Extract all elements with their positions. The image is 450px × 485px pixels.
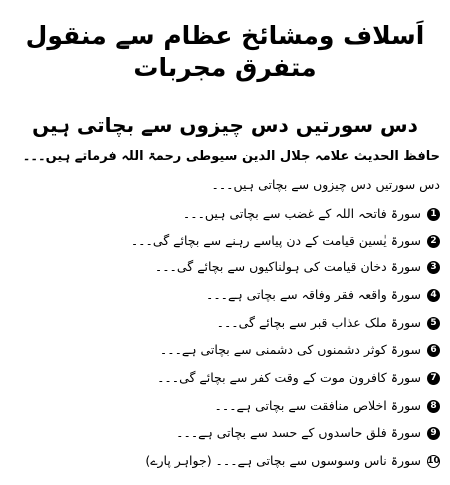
list-item <box>10 341 440 359</box>
list-item <box>10 369 440 387</box>
number-badge: 10 <box>427 455 440 466</box>
list-item-text: سورۃ فلق حاسدوں کے حسد سے بچاتی ہے۔۔۔ <box>176 425 421 440</box>
list-item <box>10 258 440 276</box>
number-badge: 4 <box>427 289 440 302</box>
list-item-text: سورۃ دخان قیامت کی ہولناکیوں سے بچائے گی۔۔۔ <box>154 259 421 274</box>
number-badge: 1 <box>427 208 440 221</box>
number-badge: 5 <box>427 317 440 330</box>
number-badge: 2 <box>427 235 440 248</box>
list-item-text: سورۃ ناس وسوسوں سے بچاتی ہے۔۔۔ (جواہر پارے) <box>145 453 421 468</box>
number-badge: 3 <box>427 261 440 274</box>
number-badge: 9 <box>427 427 440 440</box>
list-item <box>10 232 440 250</box>
list-item-text: سورۃ ملک عذاب قبر سے بچائے گی۔۔۔ <box>216 315 421 330</box>
list-item <box>10 424 440 442</box>
intro-line: دس سورتیں دس چیزوں سے بچاتی ہیں۔۔۔ <box>211 177 440 192</box>
list-item-text: سورۃ واقعہ فقر وفاقہ سے بچاتی ہے۔۔۔ <box>206 287 421 302</box>
number-badge: 8 <box>427 400 440 413</box>
list-item <box>10 205 440 223</box>
list-item <box>10 314 440 332</box>
attribution-line: حافظ الحدیث علامہ جلال الدین سیوطی رحمۃ اللہ فرماتے ہیں۔۔۔ <box>22 149 440 164</box>
list-item <box>10 452 440 470</box>
section-heading: دس سورتیں دس چیزوں سے بچاتی ہیں <box>32 113 418 137</box>
list-item-text: سورۃ اخلاص منافقت سے بچاتی ہے۔۔۔ <box>214 398 421 413</box>
list-item <box>10 286 440 304</box>
number-badge: 6 <box>427 344 440 357</box>
list-item-text: سورۃ یٰسین قیامت کے دن پیاسے رہنے سے بچائے گی۔۔۔ <box>130 233 421 248</box>
list-item-text: سورۃ کافرون موت کے وقت کفر سے بچائے گی۔۔۔ <box>157 370 421 385</box>
list-item-text: سورۃ فاتحہ اللہ کے غضب سے بچاتی ہیں۔۔۔ <box>182 206 421 221</box>
list-item-text: سورۃ کوثر دشمنوں کی دشمنی سے بچاتی ہے۔۔۔ <box>159 342 421 357</box>
number-badge: 7 <box>427 372 440 385</box>
list-item <box>10 397 440 415</box>
page-title: اَسلاف ومشائخ عظام سے منقول متفرق مجربات <box>25 21 425 82</box>
